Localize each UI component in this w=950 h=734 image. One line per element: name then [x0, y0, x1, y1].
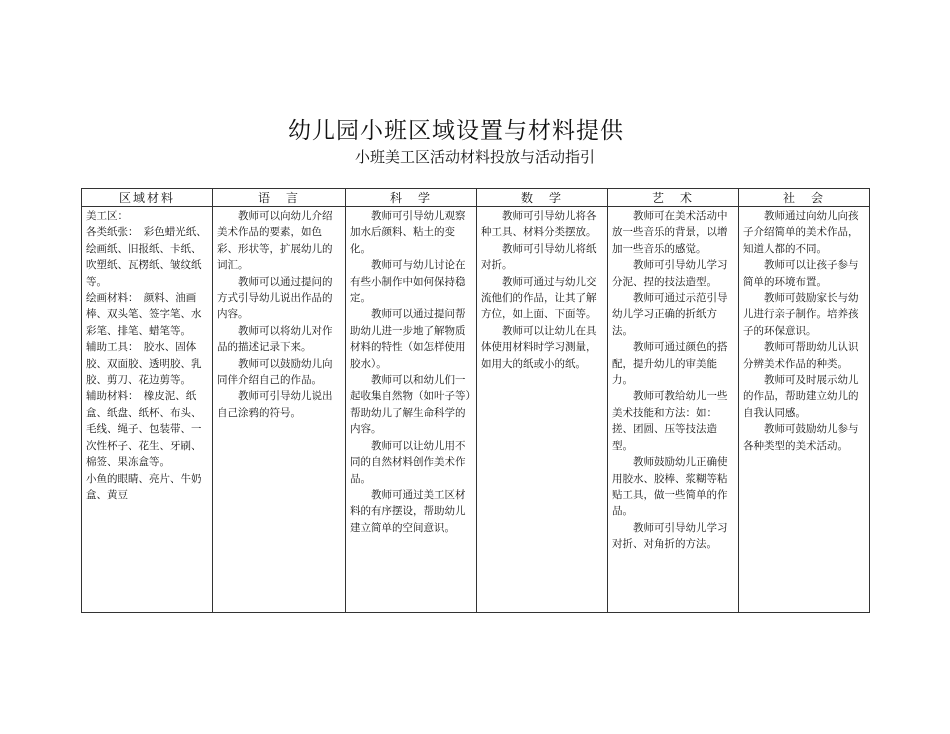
header-science: 科 学 [346, 189, 477, 207]
cell-math [477, 207, 608, 613]
cell-paragraph: 教师可引导幼儿将各种工具、材料分类摆放。 [481, 210, 597, 239]
cell-paragraph: 教师可以向幼儿介绍美术作品的要素，如色彩、形状等，扩展幼儿的词汇。 [217, 210, 333, 272]
header-math: 数 学 [477, 189, 608, 207]
cell-paragraph: 教师可鼓励家长与幼儿进行亲子制作。培养孩子的环保意识。 [743, 292, 859, 337]
cell-paragraph: 教师可与幼儿讨论在有些小制作中如何保持稳定。 [350, 259, 466, 305]
cell-paragraph: 美工区： [86, 210, 128, 222]
cell-paragraph: 教师可以和幼儿们一起收集自然物（如叶子等）帮助幼儿了解生命科学的内容。 [350, 374, 471, 436]
cell-paragraph: 教师可通过与幼儿交流他们的作品，让其了解方位，如上面、下面等。 [481, 275, 597, 321]
cell-paragraph: 教师可引导幼儿观察加水后颜料、粘土的变化。 [350, 210, 466, 255]
cell-paragraph: 教师可通过颜色的搭配，提升幼儿的审美能力。 [612, 341, 728, 387]
cell-paragraph: 教师可引导幼儿学习对折、对角折的方法。 [612, 521, 728, 551]
cell-paragraph: 教师可以让幼儿用不同的自然材料创作美术作品。 [350, 439, 466, 485]
cell-paragraph: 教师可以鼓励幼儿向同伴介绍自己的作品。 [217, 357, 333, 387]
document-title: 幼儿园小班区域设置与材料提供 [288, 118, 624, 144]
cell-science [346, 207, 477, 613]
cell-paragraph: 辅助材料： 橡皮泥、纸盒、纸盘、纸杯、布头、毛线、绳子、包装带、一次性杯子、花生、牙刷、棉签、果冻盒等。 [86, 390, 202, 469]
activity-table [81, 188, 870, 613]
cell-paragraph: 教师可引导幼儿学习分泥、捏的技法造型。 [612, 259, 728, 288]
cell-paragraph: 教师可以让孩子参与简单的环境布置。 [743, 259, 859, 288]
cell-paragraph: 教师可教给幼儿一些美术技能和方法：如：搓、团圆、压等技法造型。 [612, 390, 728, 452]
header-art: 艺 术 [608, 189, 739, 207]
table-header-row [82, 189, 870, 207]
cell-paragraph: 教师可及时展示幼儿的作品，帮助建立幼儿的自我认同感。 [743, 374, 859, 419]
cell-language [213, 207, 346, 613]
cell-paragraph: 教师可引导幼儿说出自己涂鸦的符号。 [217, 390, 333, 419]
header-language: 语 言 [213, 189, 346, 207]
cell-paragraph: 各类纸张： 彩色蜡光纸、绘画纸、旧报纸、卡纸、吹塑纸、瓦楞纸、皱纹纸等。 [86, 226, 207, 288]
cell-paragraph: 教师通过向幼儿向孩子介绍简单的美术作品，知道人都的不同。 [743, 210, 859, 255]
cell-paragraph: 绘画材料： 颜料、油画棒、双头笔、签字笔、水彩笔、排笔、蜡笔等。 [86, 292, 202, 337]
document-subtitle: 小班美工区活动材料投放与活动指引 [354, 148, 595, 166]
cell-paragraph: 教师可以将幼儿对作品的描述记录下来。 [217, 324, 333, 354]
cell-paragraph: 教师可鼓励幼儿参与各种类型的美术活动。 [743, 423, 859, 452]
cell-paragraph: 教师可以通过提问的方式引导幼儿说出作品的内容。 [217, 275, 333, 321]
cell-paragraph: 辅助工具： 胶水、固体胶、双面胶、透明胶、乳胶、剪刀、花边剪等。 [86, 341, 202, 387]
cell-society [739, 207, 870, 613]
table-row [82, 207, 870, 613]
cell-art [608, 207, 739, 613]
cell-paragraph: 小鱼的眼睛、亮片、牛奶盒、黄豆 [86, 472, 202, 501]
header-materials: 区域材料 [82, 189, 213, 207]
header-society: 社 会 [739, 189, 870, 207]
cell-paragraph: 教师可帮助幼儿认识分辨美术作品的种类。 [743, 341, 859, 370]
cell-paragraph: 教师可以通过提问帮助幼儿进一步地了解物质材料的特性（如怎样使用胶水）。 [350, 308, 466, 370]
cell-paragraph: 教师可在美术活动中放一些音乐的背景，以增加一些音乐的感觉。 [612, 210, 728, 255]
cell-paragraph: 教师可通过示范引导幼儿学习正确的折纸方法。 [612, 292, 728, 337]
cell-paragraph: 教师可引导幼儿将纸对折。 [481, 242, 597, 272]
cell-paragraph: 教师可以让幼儿在具体使用材料时学习测量，如用大的纸或小的纸。 [481, 324, 597, 370]
cell-paragraph: 教师鼓励幼儿正确使用胶水、胶棒、浆糊等粘贴工具，做一些简单的作品。 [612, 456, 728, 518]
cell-materials [82, 207, 213, 613]
cell-paragraph: 教师可通过美工区材料的有序摆设，帮助幼儿建立简单的空间意识。 [350, 488, 466, 534]
